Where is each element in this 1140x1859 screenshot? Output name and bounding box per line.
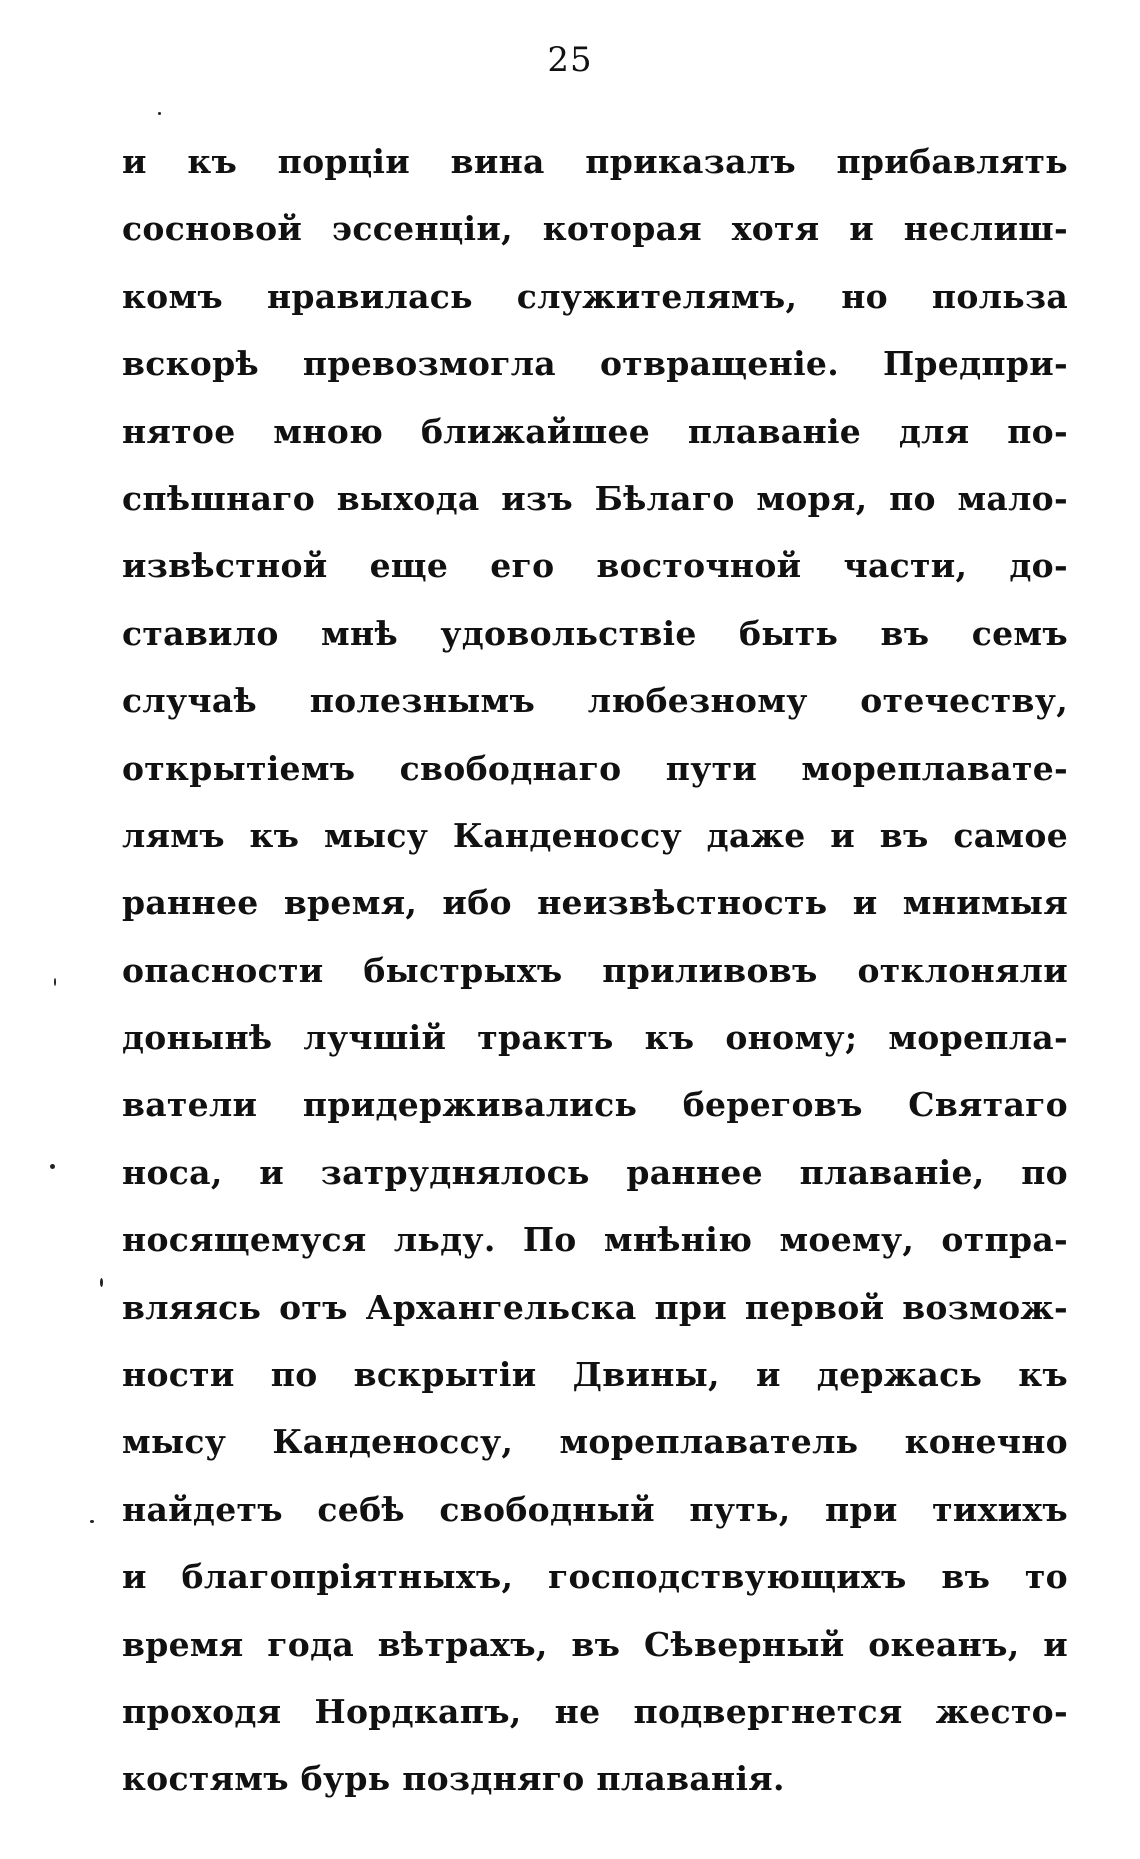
text-line: время года вѣтрахъ, въ Сѣверный океанъ, и: [122, 1624, 1068, 1664]
text-block: [122, 128, 1068, 1813]
scan-speck: [100, 1278, 103, 1287]
text-line: носа, и затруднялось раннее плаваніе, по: [122, 1152, 1068, 1192]
text-line: донынѣ лучшій трактъ къ оному; морепла-: [122, 1018, 1068, 1058]
text-line: сосновой эссенціи, которая хотя и неслиш-: [122, 209, 1068, 249]
text-line: вляясь отъ Архангельска при первой возмож-: [122, 1287, 1068, 1327]
text-line: ности по вскрытіи Двины, и держась къ: [122, 1355, 1068, 1395]
page-number: 25: [547, 40, 593, 80]
text-line: мысу Канденоссу, мореплаватель конечно: [122, 1422, 1068, 1462]
text-line: спѣшнаго выхода изъ Бѣлаго моря, по мало-: [122, 478, 1068, 518]
text-line: носящемуся льду. По мнѣнію моему, отпра-: [122, 1220, 1068, 1260]
text-line: случаѣ полезнымъ любезному отечеству,: [122, 681, 1068, 721]
scan-speck: [158, 112, 161, 115]
text-line: открытіемъ свободнаго пути мореплавате-: [122, 748, 1068, 788]
text-line: комъ нравилась служителямъ, но польза: [122, 276, 1068, 316]
scan-speck: [90, 1520, 94, 1523]
text-line: и къ порціи вина приказалъ прибавлять: [122, 142, 1068, 181]
text-line: и благопріятныхъ, господствующихъ въ то: [122, 1557, 1068, 1597]
scan-speck: [54, 978, 56, 986]
text-line: найдетъ себѣ свободный путь, при тихихъ: [122, 1489, 1068, 1529]
text-line: костямъ бурь позднягo плаванія.: [122, 1759, 785, 1799]
text-line: вскорѣ превозмогла отвращеніе. Предпри-: [122, 344, 1068, 384]
text-line: нятое мною ближайшее плаваніе для по-: [122, 411, 1068, 451]
text-line: извѣстной еще его восточной части, до-: [122, 546, 1068, 586]
text-line: ставило мнѣ удовольствіе быть въ семъ: [122, 613, 1068, 653]
text-line: лямъ къ мысу Канденоссу даже и въ самое: [122, 815, 1068, 855]
text-line: проходя Нордкапъ, не подвергнется жесто-: [122, 1691, 1068, 1731]
scan-speck: [50, 1164, 55, 1169]
text-line: опасности быстрыхъ приливовъ отклоняли: [122, 950, 1068, 990]
text-line: раннее время, ибо неизвѣстность и мнимыя: [122, 883, 1068, 923]
text-line: ватели придерживались береговъ Святаго: [122, 1085, 1068, 1125]
